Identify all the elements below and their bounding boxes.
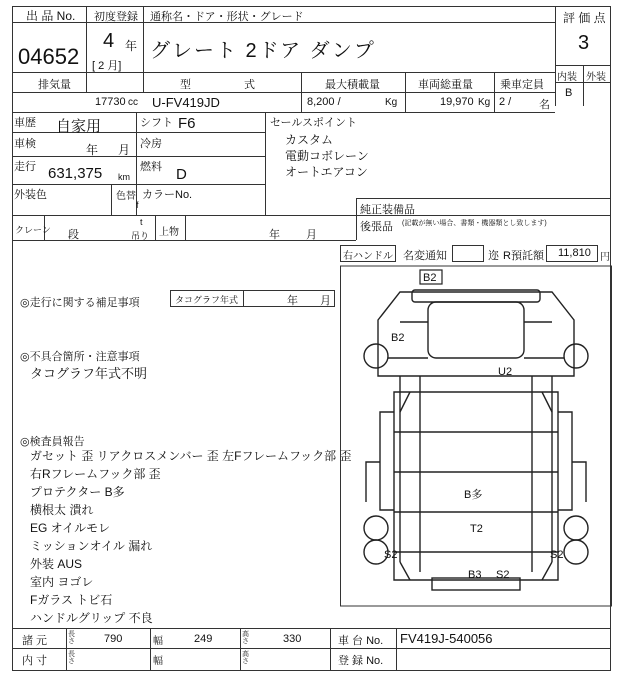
sales-point-3: オートエアコン xyxy=(285,165,368,179)
fuel-label: 燃料 xyxy=(140,161,162,173)
length-label: 長さ xyxy=(68,631,75,645)
diagram-mark: B3 xyxy=(468,569,482,581)
inspection-label: 車検 xyxy=(14,138,36,150)
width-value: 249 xyxy=(194,633,213,645)
recycle-unit: 円 xyxy=(600,252,610,263)
model-value: U-FV419JD xyxy=(152,95,220,110)
report-line: ミッションオイル 漏れ xyxy=(30,539,153,553)
lot-no-label: 出 品 No. xyxy=(26,9,76,23)
crane-label: クレーン xyxy=(15,225,51,235)
diagram-mark: S2 xyxy=(550,549,564,561)
driving-remarks-label: ◎走行に関する補足事項 xyxy=(20,297,140,309)
ext-color-label: 外装色 xyxy=(14,189,47,201)
first-reg-label: 初度登録 xyxy=(94,11,138,23)
tacho-year: 年 xyxy=(287,295,298,307)
inspector-report-label: ◎検査員報告 xyxy=(20,436,85,448)
gross-weight-label: 車両総重量 xyxy=(418,79,473,91)
recycle-amount: 11,810 xyxy=(558,247,591,259)
displacement-label: 排気量 xyxy=(38,79,71,91)
sales-point-2: 電動コボレーン xyxy=(285,149,369,163)
reg-year-unit: 年 xyxy=(125,39,138,53)
recycle-label: R預託額 xyxy=(503,250,544,262)
height-value: 330 xyxy=(283,633,302,645)
tacho-label: タコグラフ年式 xyxy=(175,295,239,305)
steering-value: 右ハンドル xyxy=(343,251,393,262)
diagram-mark: U2 xyxy=(498,366,513,378)
report-line: 横根太 潰れ xyxy=(30,503,94,517)
sales-point-1: カスタム xyxy=(285,133,334,147)
report-line: EG オイルモレ xyxy=(30,521,111,535)
capacity-unit: 名 xyxy=(539,99,550,111)
defects-text: タコグラフ年式不明 xyxy=(30,366,148,381)
reg-month: [ 2 月] xyxy=(92,60,122,72)
inspection-month: 月 xyxy=(118,143,131,157)
windshield xyxy=(428,302,524,358)
name-change-label: 名変通知 xyxy=(403,250,447,262)
color-change-label: 色替 xyxy=(116,191,136,202)
width-label: 幅 xyxy=(153,636,163,647)
height-label: 高さ xyxy=(242,631,249,645)
crane-hoist-label: 吊り xyxy=(131,231,150,241)
truck-damage-diagram xyxy=(340,262,612,607)
rear-right-wheel-2 xyxy=(564,540,588,564)
shift-label: シフト xyxy=(140,117,173,129)
interior-length-label: 長さ xyxy=(68,651,75,665)
diagram-mark: S2 xyxy=(496,569,510,581)
interior-height-label: 高さ xyxy=(242,651,249,665)
max-load-label: 最大積載量 xyxy=(325,79,380,91)
cab-detail xyxy=(388,322,564,358)
diagram-mark: B2 xyxy=(391,332,405,344)
report-line: ハンドルグリップ 不良 xyxy=(30,611,153,625)
lot-no: 04652 xyxy=(18,44,80,69)
displacement-unit: cc xyxy=(128,97,138,108)
interior-width-label: 幅 xyxy=(153,656,163,667)
vehicle-name-label: 通称名・ドア・形状・グレード xyxy=(150,11,304,23)
chassis-value: FV419J-540056 xyxy=(400,631,493,646)
exterior-grade-label: 外装 xyxy=(586,72,606,83)
cab-outline xyxy=(378,292,574,376)
upper-label: 上物 xyxy=(159,227,179,238)
grade-label: 評 価 点 xyxy=(563,11,606,25)
capacity-value: 2 / xyxy=(499,96,512,108)
displacement-value: 17730 xyxy=(95,96,126,108)
bed-side-left xyxy=(366,412,394,510)
report-line: ガセット 歪 リアクロスメンバー 歪 左Fフレームフック部 歪 xyxy=(30,449,352,463)
ac-label: 冷房 xyxy=(140,138,162,150)
chassis-frame xyxy=(400,376,552,572)
upper-year: 年 xyxy=(269,229,280,241)
interior-grade-value: B xyxy=(565,87,573,99)
front-left-wheel xyxy=(364,344,388,368)
chassis-label: 車 台 No. xyxy=(338,635,384,647)
bed-side-right xyxy=(558,412,586,510)
history-value: 自家用 xyxy=(56,118,102,135)
report-line: 右Rフレームフック部 歪 xyxy=(30,467,161,481)
inspection-year: 年 xyxy=(86,143,99,157)
mileage-label: 走行 xyxy=(14,161,36,173)
report-line: Fガラス トビ石 xyxy=(30,593,113,607)
diagram-mark: B2 xyxy=(423,272,437,284)
crane-step-unit: 段 xyxy=(68,229,79,241)
color-no-label: カラーNo. xyxy=(142,189,193,201)
report-line: 外装 AUS xyxy=(30,557,83,571)
vehicle-name: グレート 2ドア ダンプ xyxy=(150,40,376,62)
max-load-value: 8,200 / xyxy=(307,96,341,108)
reg-year: 4 xyxy=(103,30,115,52)
rear-right-wheel-1 xyxy=(564,516,588,540)
genuine-equipment-label: 純正装備品 xyxy=(360,204,415,216)
model-label: 型 式 xyxy=(180,79,256,91)
front-right-wheel xyxy=(564,344,588,368)
name-change-checkbox xyxy=(452,245,484,262)
rear-left-wheel-1 xyxy=(364,516,388,540)
diagram-mark: T2 xyxy=(470,523,483,535)
tacho-month: 月 xyxy=(320,295,331,307)
mileage-value: 631,375 xyxy=(48,165,103,182)
color-change-mark: f xyxy=(136,200,139,210)
report-line: 室内 ヨゴレ xyxy=(30,575,94,589)
aftermarket-label: 後張品 xyxy=(360,221,393,233)
shift-value: F6 xyxy=(178,115,196,132)
crane-ton-unit: t xyxy=(140,217,143,227)
registration-label: 登 録 No. xyxy=(338,655,384,667)
history-label: 車歴 xyxy=(14,117,36,129)
grade-value: 3 xyxy=(578,32,590,54)
spec-label: 諸 元 xyxy=(22,635,48,647)
fuel-value: D xyxy=(176,166,187,183)
diagram-mark: B多 xyxy=(464,489,483,501)
report-line: プロテクター B多 xyxy=(30,485,125,499)
interior-grade-label: 内装 xyxy=(557,72,577,83)
sales-points-label: セールスポイント xyxy=(270,117,358,129)
length-value: 790 xyxy=(104,633,123,645)
mileage-unit: km xyxy=(118,172,130,182)
defects-label: ◎不具合箇所・注意事項 xyxy=(20,351,140,363)
gross-weight-value: 19,970 xyxy=(440,96,474,108)
diagram-mark: S2 xyxy=(384,549,398,561)
aftermarket-note: (記載が無い場合、書類・機器類とし致します) xyxy=(402,220,547,227)
interior-dims-label: 内 寸 xyxy=(22,655,48,667)
upper-month: 月 xyxy=(306,229,317,241)
max-load-unit: Kg xyxy=(385,97,398,108)
capacity-label: 乗車定員 xyxy=(500,79,544,91)
gross-weight-unit: Kg xyxy=(478,97,491,108)
fuel-mark: 迩 xyxy=(488,250,499,262)
